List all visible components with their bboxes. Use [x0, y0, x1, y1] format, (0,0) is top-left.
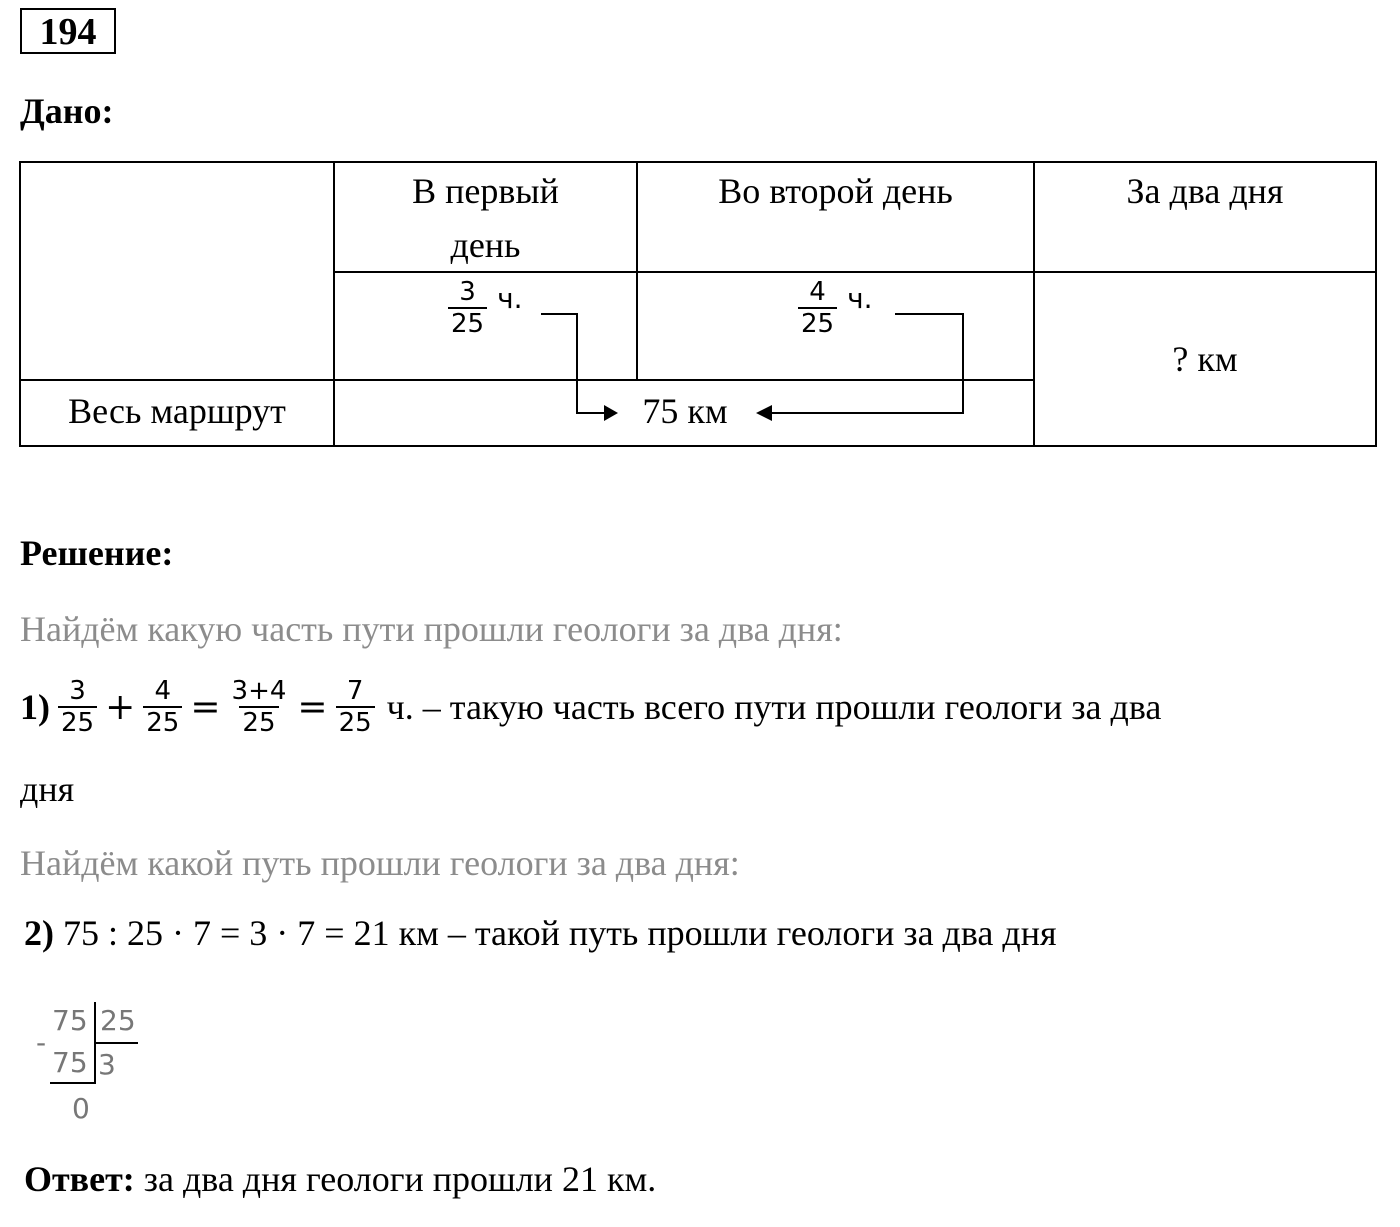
day1-part: $\frac{3}{25}$ ч.	[448, 277, 523, 339]
header-day1: В первый день	[412, 171, 559, 265]
day2-part: $\frac{4}{25}$ ч.	[798, 277, 873, 339]
arrows	[0, 0, 1400, 460]
header-two-days: За два дня	[1126, 171, 1284, 211]
long-division: 75 25 - 75 3 0	[36, 1000, 176, 1130]
given-heading: Дано:	[20, 91, 114, 131]
hint-1: Найдём какую часть пути прошли геологи за два дня:	[20, 609, 843, 649]
two-days-value: ? км	[1172, 339, 1238, 379]
row-label-route: Весь маршрут	[68, 391, 286, 431]
total-route-value: 75 км	[642, 391, 728, 431]
header-day2: Во второй день	[718, 171, 953, 211]
step-1-continued: дня	[20, 769, 75, 809]
step-1: 1) $\frac{3}{25}$ + $\frac{4}{25}$ = $\frac{3+4}{25}$ = $\frac{7}{25}$ ч. – такую часть всего пути прошли геологи за два	[20, 676, 1162, 738]
hint-2: Найдём какой путь прошли геологи за два дня:	[20, 843, 740, 883]
problem-number: 194	[20, 8, 116, 54]
solution-heading: Решение:	[20, 533, 174, 573]
answer: Ответ: за два дня геологи прошли 21 км.	[24, 1159, 657, 1199]
step-2: 2) 75 : 25 · 7 = 3 · 7 = 21 км – такой путь прошли геологи за два дня	[24, 913, 1057, 953]
